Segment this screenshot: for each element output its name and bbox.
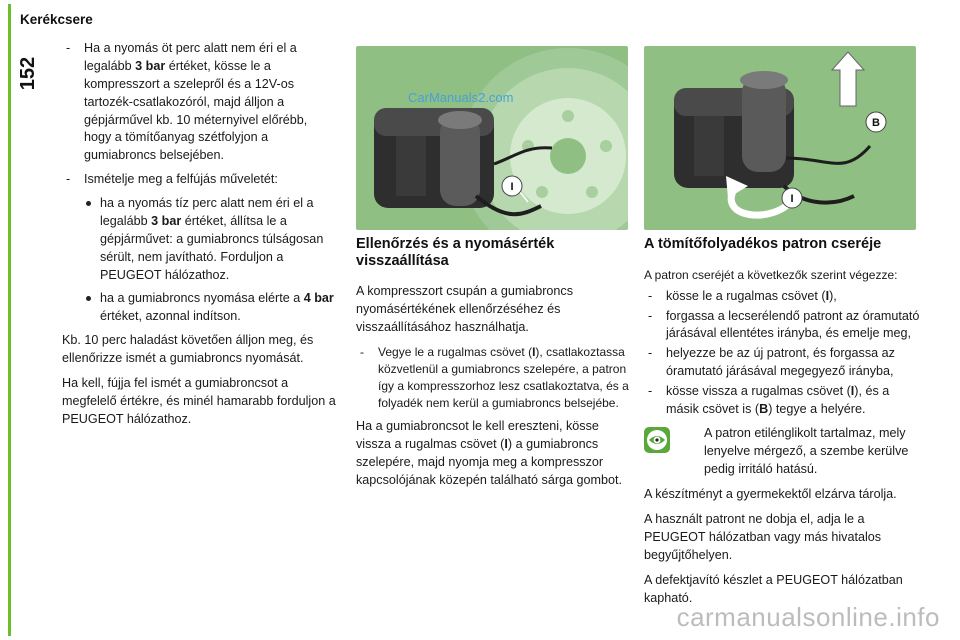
overlay-watermark: CarManuals2.com (408, 90, 514, 105)
list-item: - Ismételje meg a felfújás műveletét: (66, 172, 278, 187)
list-item: - kösse vissza a rugalmas csövet (I), és a másik csövet is (B) tegye a helyére. (648, 384, 890, 416)
compressor-wheel-illustration (356, 46, 628, 230)
bullet-item: ha a gumiabroncs nyomása elérte a 4 bar értéket, azonnal indítson. (62, 290, 338, 326)
section-title: Kerékcsere (20, 12, 93, 27)
left-column (62, 40, 338, 436)
paragraph: A patron cseréjét a következők szerint végezze: (644, 267, 898, 282)
list-item: - kösse le a rugalmas csövet (I), (648, 288, 837, 303)
section-heading: A tömítőfolyadékos patron cseréje (644, 236, 882, 252)
section-accent-bar (8, 4, 11, 636)
paragraph: Ha a gumiabroncsot le kell ereszteni, kösse vissza a rugalmas csövet (I) a gumiabroncs szelepére, majd nyomja meg a kompresszor kapcsolójának közepén található sárga gombot. (356, 419, 623, 487)
warning-note (644, 425, 920, 479)
list-item: - helyezze be az új patront, és forgassa az óramutató járásával megegyező irányba, (648, 346, 895, 379)
right-column (644, 236, 920, 615)
bullet-icon (86, 296, 91, 301)
list-item: - Ha a nyomás öt perc alatt nem éri el a legalább 3 bar értéket, kösse le a kompresszort a szelepről és a 12V-os tartozék-csatlakozóról, majd álljon a gépjárművel kb. 10 méternyivel előrébb, hogy a tömítőanyag szétfolyjon a gumiabroncs belsejében. (66, 41, 308, 163)
cartridge-replacement-illustration (644, 46, 916, 230)
paragraph: A készítményt a gyermekektől elzárva tárolja. (644, 487, 897, 502)
paragraph: Ha kell, fújja fel ismét a gumiabroncsot a megfelelő értékre, és minél hamarabb forduljon a PEUGEOT hálózathoz. (62, 375, 336, 426)
section-heading: Ellenőrzés és a nyomásérték visszaállítása (356, 236, 555, 269)
compressor-illustration-svg (356, 46, 628, 230)
eye-warning-icon (644, 427, 670, 453)
label-b: B (872, 117, 880, 129)
middle-column (356, 236, 630, 497)
list-item: - Vegye le a rugalmas csövet (I), csatlakoztassa közvetlenül a gumiabroncs szelepére, a patron így a kompresszorhoz lesz csatlakoztatva, és a folyadék nem kerül a gumiabroncs belsejébe. (360, 344, 629, 411)
list-item: - forgassa a lecserélendő patront az óramutató járásával ellentétes irányba, és emelje meg, (648, 308, 920, 341)
label-i: I (790, 193, 794, 205)
page-number: 152 (16, 56, 39, 91)
note-text: A patron etilénglikolt tartalmaz, mely lenyelve mérgező, a szembe kerülve pedig irritáló hatású. (704, 425, 909, 476)
cartridge-illustration-svg (644, 46, 916, 230)
paragraph: A használt patront ne dobja el, adja le a PEUGEOT hálózatban vagy más hivatalos begyűjtőhelyen. (644, 512, 882, 563)
paragraph: Kb. 10 perc haladást követően álljon meg, és ellenőrizze ismét a gumiabroncs nyomását. (62, 333, 314, 365)
bullet-icon (86, 201, 91, 206)
bullet-item: ha a nyomás tíz perc alatt nem éri el a legalább 3 bar értéket, állítsa le a gépjárművet: a gumiabroncs túlságosan sérült, nem javítható. Forduljon a PEUGEOT hálózathoz. (62, 195, 338, 284)
label-i: I (510, 181, 514, 193)
paragraph: A defektjavító készlet a PEUGEOT hálózatban kapható. (644, 572, 903, 605)
paragraph: A kompresszort csupán a gumiabroncs nyomásértékének ellenőrzéséhez és visszaállításához használhatja. (356, 284, 573, 335)
site-watermark: carmanualsonline.info (676, 602, 940, 633)
